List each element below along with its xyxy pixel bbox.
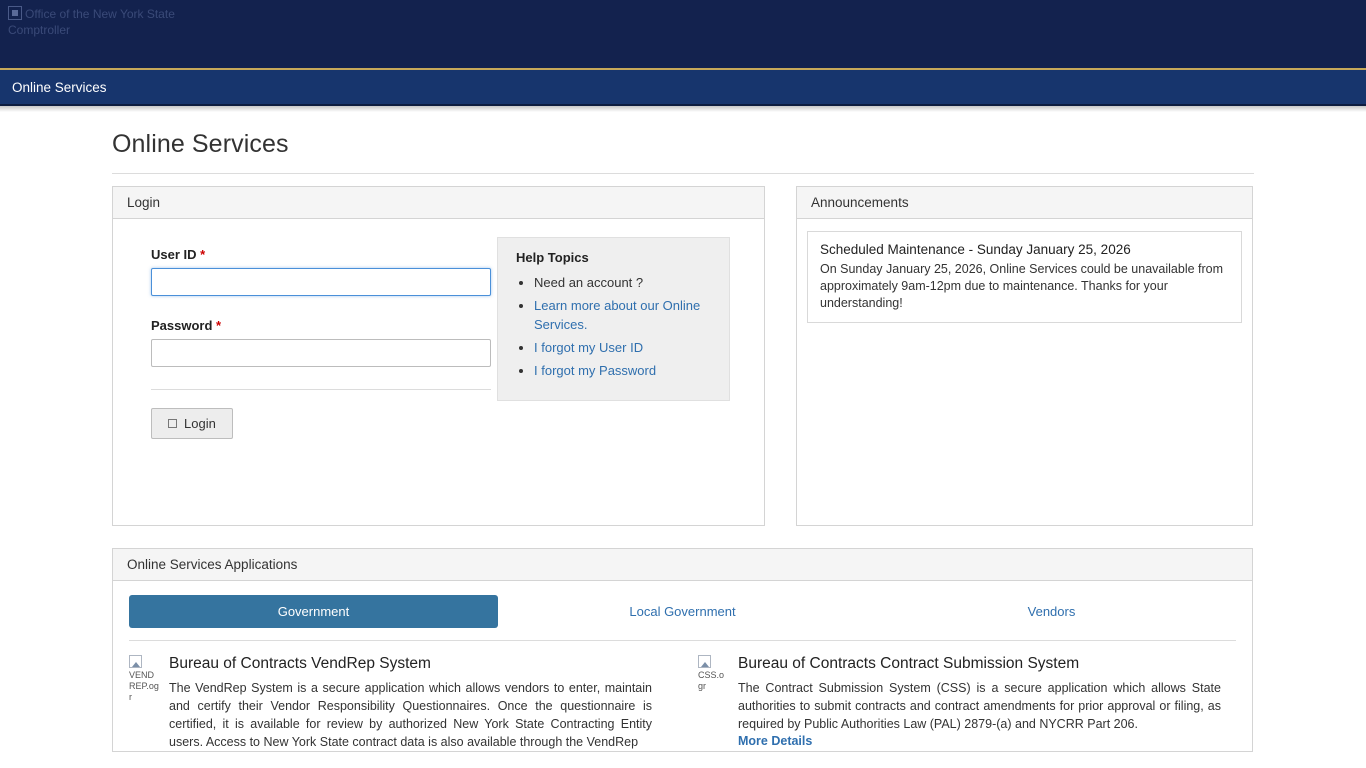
css-icon-alt: CSS.ogr bbox=[698, 670, 725, 691]
login-button[interactable] bbox=[151, 408, 233, 439]
logo-alt-text: Office of the New York State Comptroller bbox=[8, 7, 175, 37]
login-panel bbox=[112, 186, 765, 526]
help-topics-title: Help Topics bbox=[516, 250, 589, 265]
login-panel-title: Login bbox=[113, 187, 764, 219]
list-item bbox=[698, 655, 1221, 751]
announcement-title: Scheduled Maintenance - Sunday January 25, 2026 bbox=[820, 242, 1131, 257]
site-banner bbox=[0, 0, 1366, 68]
form-divider bbox=[151, 389, 491, 390]
help-topics-list bbox=[516, 273, 715, 380]
list-item[interactable] bbox=[534, 361, 715, 380]
broken-image-icon bbox=[8, 6, 22, 20]
tab-vendors[interactable]: Vendors bbox=[1027, 604, 1076, 619]
help-item-need-account: Need an account ? bbox=[534, 275, 644, 290]
user-id-required-mark: * bbox=[200, 247, 206, 262]
help-link-forgot-password[interactable]: I forgot my Password bbox=[534, 363, 657, 378]
broken-image-icon bbox=[129, 655, 142, 668]
list-item bbox=[534, 273, 715, 292]
primary-nav[interactable] bbox=[0, 68, 1366, 106]
login-panel-body bbox=[113, 219, 764, 453]
applications-panel bbox=[112, 548, 1253, 752]
more-details-link-css[interactable]: More Details bbox=[738, 734, 813, 748]
user-id-input[interactable] bbox=[151, 268, 491, 296]
nav-shadow bbox=[0, 106, 1366, 112]
top-row bbox=[112, 186, 1254, 526]
page-content bbox=[0, 130, 1366, 752]
comptroller-logo bbox=[8, 6, 198, 38]
announcement-item bbox=[807, 231, 1242, 323]
app-title-css: Bureau of Contracts Contract Submission System bbox=[738, 655, 1080, 672]
tab-local-government[interactable]: Local Government bbox=[629, 604, 736, 619]
tab-government[interactable]: Government bbox=[129, 595, 498, 628]
password-required-mark: * bbox=[216, 318, 222, 333]
list-item[interactable] bbox=[534, 338, 715, 357]
css-image-icon bbox=[698, 655, 728, 751]
user-id-label bbox=[151, 247, 487, 262]
applications-list bbox=[113, 641, 1252, 751]
help-link-learn-more[interactable]: Learn more about our Online Services. bbox=[534, 298, 701, 332]
password-input[interactable] bbox=[151, 339, 491, 367]
nav-item-online-services[interactable]: Online Services bbox=[12, 79, 107, 95]
password-label-text: Password bbox=[151, 318, 213, 333]
user-id-label-text: User ID bbox=[151, 247, 197, 262]
list-item[interactable] bbox=[534, 296, 715, 334]
applications-panel-title: Online Services Applications bbox=[113, 549, 1252, 581]
help-link-forgot-user-id[interactable]: I forgot my User ID bbox=[534, 340, 644, 355]
app-title-vendrep: Bureau of Contracts VendRep System bbox=[169, 655, 431, 672]
vendrep-image-icon bbox=[129, 655, 159, 751]
login-button-label: Login bbox=[184, 416, 216, 431]
announcements-panel-title: Announcements bbox=[797, 187, 1252, 219]
app-description-vendrep: The VendRep System is a secure application which allows vendors to enter, maintain and certify their Vendor Responsibility Questionnaires. Once the questionnaire is certified, it is available for review by authorized New York State Contracting Entity users. Access to New York State contract data is also available through the VendRep bbox=[169, 681, 652, 749]
login-form bbox=[127, 233, 497, 439]
password-label bbox=[151, 318, 487, 333]
announcements-panel bbox=[796, 186, 1253, 526]
help-topics-box bbox=[497, 237, 730, 401]
broken-image-icon bbox=[698, 655, 711, 668]
list-item bbox=[129, 655, 652, 751]
lock-icon bbox=[168, 419, 177, 428]
applications-tabs bbox=[113, 581, 1252, 628]
app-description-css: The Contract Submission System (CSS) is a secure application which allows State authorities to submit contracts and contract amendments for prior approval or filing, as required by Public Authorities Law (PAL) 2879-(a) and NYCRR Part 206. bbox=[738, 681, 1221, 731]
page-title: Online Services bbox=[112, 130, 1254, 174]
announcement-body: On Sunday January 25, 2026, Online Services could be unavailable from approximately 9am-12pm due to maintenance. Thanks for your understanding! bbox=[820, 262, 1224, 310]
vendrep-icon-alt: VENDREP.ogr bbox=[129, 670, 159, 702]
